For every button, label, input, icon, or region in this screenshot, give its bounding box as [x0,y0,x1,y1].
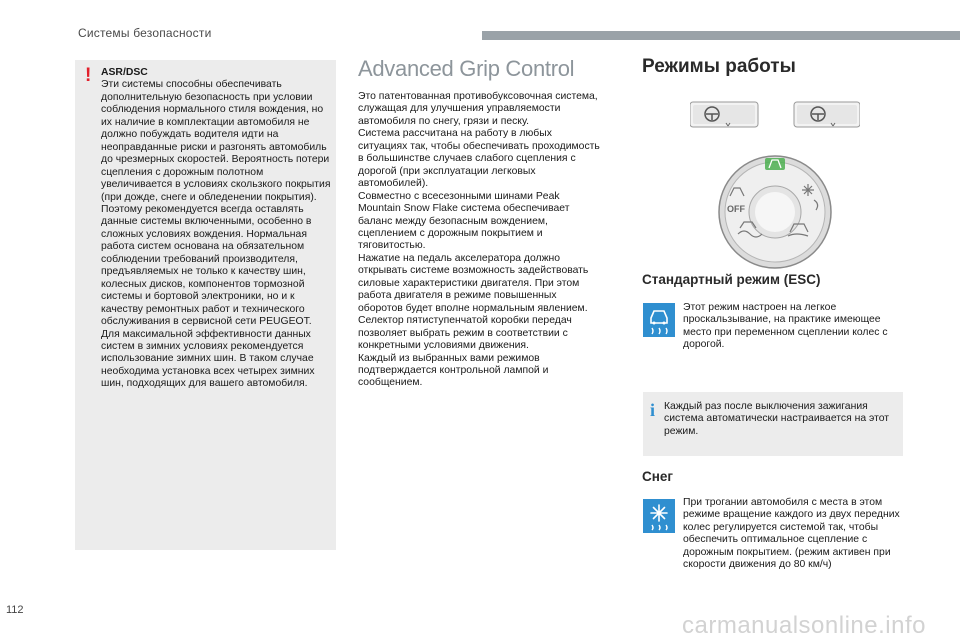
agc-body [358,91,602,390]
standard-mode-title: Стандартный режим (ESC) [642,272,821,287]
info-text: Каждый раз после выключения зажигания система автоматически настраивается на этот режим. [664,401,890,437]
header-bar [482,31,960,40]
warning-title: ASR/DSC [101,67,148,78]
mode-selector-illustration [690,100,860,270]
snow-mode-text: При трогании автомобиля с места в этом режиме вращение каждого из двух передних колес регулируется системой так, чтобы обеспечить оптимальное сцепление с дорожным покрытием. (режим активен при скорости движения до 80 км/ч) [683,497,900,571]
agc-paragraph: Нажатие на педаль акселератора должно открывать системе возможность задействовать силовые характеристики двигателя. При этом работа двигателя в режиме повышенных оборотов будет вполне нормальным явлением. [358,252,589,314]
exclamation-icon: ! [85,65,92,86]
modes-title: Режимы работы [642,56,796,77]
off-label: OFF [727,204,745,214]
page-number: 112 [6,604,24,616]
left-control-button [690,102,758,127]
agc-title: Advanced Grip Control [358,56,575,81]
agc-paragraph: Селектор пятиступенчатой коробки передач позволяет выбрать режим в соответствии с конкретными условиями движения. [358,315,572,352]
right-control-button [794,102,860,127]
section-header: Системы безопасности [78,26,212,40]
skid-control-icon [643,303,675,337]
snow-mode-title: Снег [642,469,674,484]
agc-paragraph: Это патентованная противобуксовочная система, служащая для улучшения управляемости автомобиля по снегу, грязи и песку. [358,91,598,127]
info-icon: i [650,400,656,420]
agc-paragraph: Каждый из выбранных вами режимов подтверждается контрольной лампой и сообщением. [358,352,549,389]
rotary-dial [719,156,831,268]
snowflake-icon [643,499,675,533]
standard-mode-text: Этот режим настроен на легкое проскальзывание, на практике имеющее место при переменном сцеплении колес с дорогой. [683,302,888,351]
warning-text-block [101,67,333,391]
watermark: carmanualsonline.info [682,612,926,639]
warning-body: Эти системы способны обеспечивать дополнительную безопасность при условии соблюдения нормального стиля вождения, но их наличие в комплектации автомобиля не должно побуждать водителя идти на неоправданные риски и разгонять автомобиль до чрезмерных скоростей. Вероятность потери сцепления с дорожным полотном увеличивается в условиях скользкого покрытия (при дожде, снеге и обледенении покрытия). Поэтому рекомендуется всегда оставлять данные системы включенными, особенно в сложных условиях вождения. Нормальная работа систем основана на обязательном соблюдении требований производителя, предъявляемых не только к качеству шин, колесных дисков, компонентов тормозной системы и бортовой электроники, но и к качеству ремонтных работ и технического обслуживания в сервисной сети PEUGEOT. Для максимальной эффективности данных систем в зимних условиях рекомендуется использование зимних шин. В таком случае необходима установка всех четырех зимних шин, подходящих для вашего автомобиля. [101,79,331,390]
agc-paragraph: Система рассчитана на работу в любых ситуациях так, чтобы обеспечивать проходимость в большинстве случаев слабого сцепления с дорогой (при эксплуатации легковых автомобилей). [358,128,600,190]
agc-paragraph: Совместно с всесезонными шинами Peak Mountain Snow Flake система обеспечивает баланс между безопасным вождением, сцеплением с дорожным покрытием и тяговитостью. [358,190,570,252]
